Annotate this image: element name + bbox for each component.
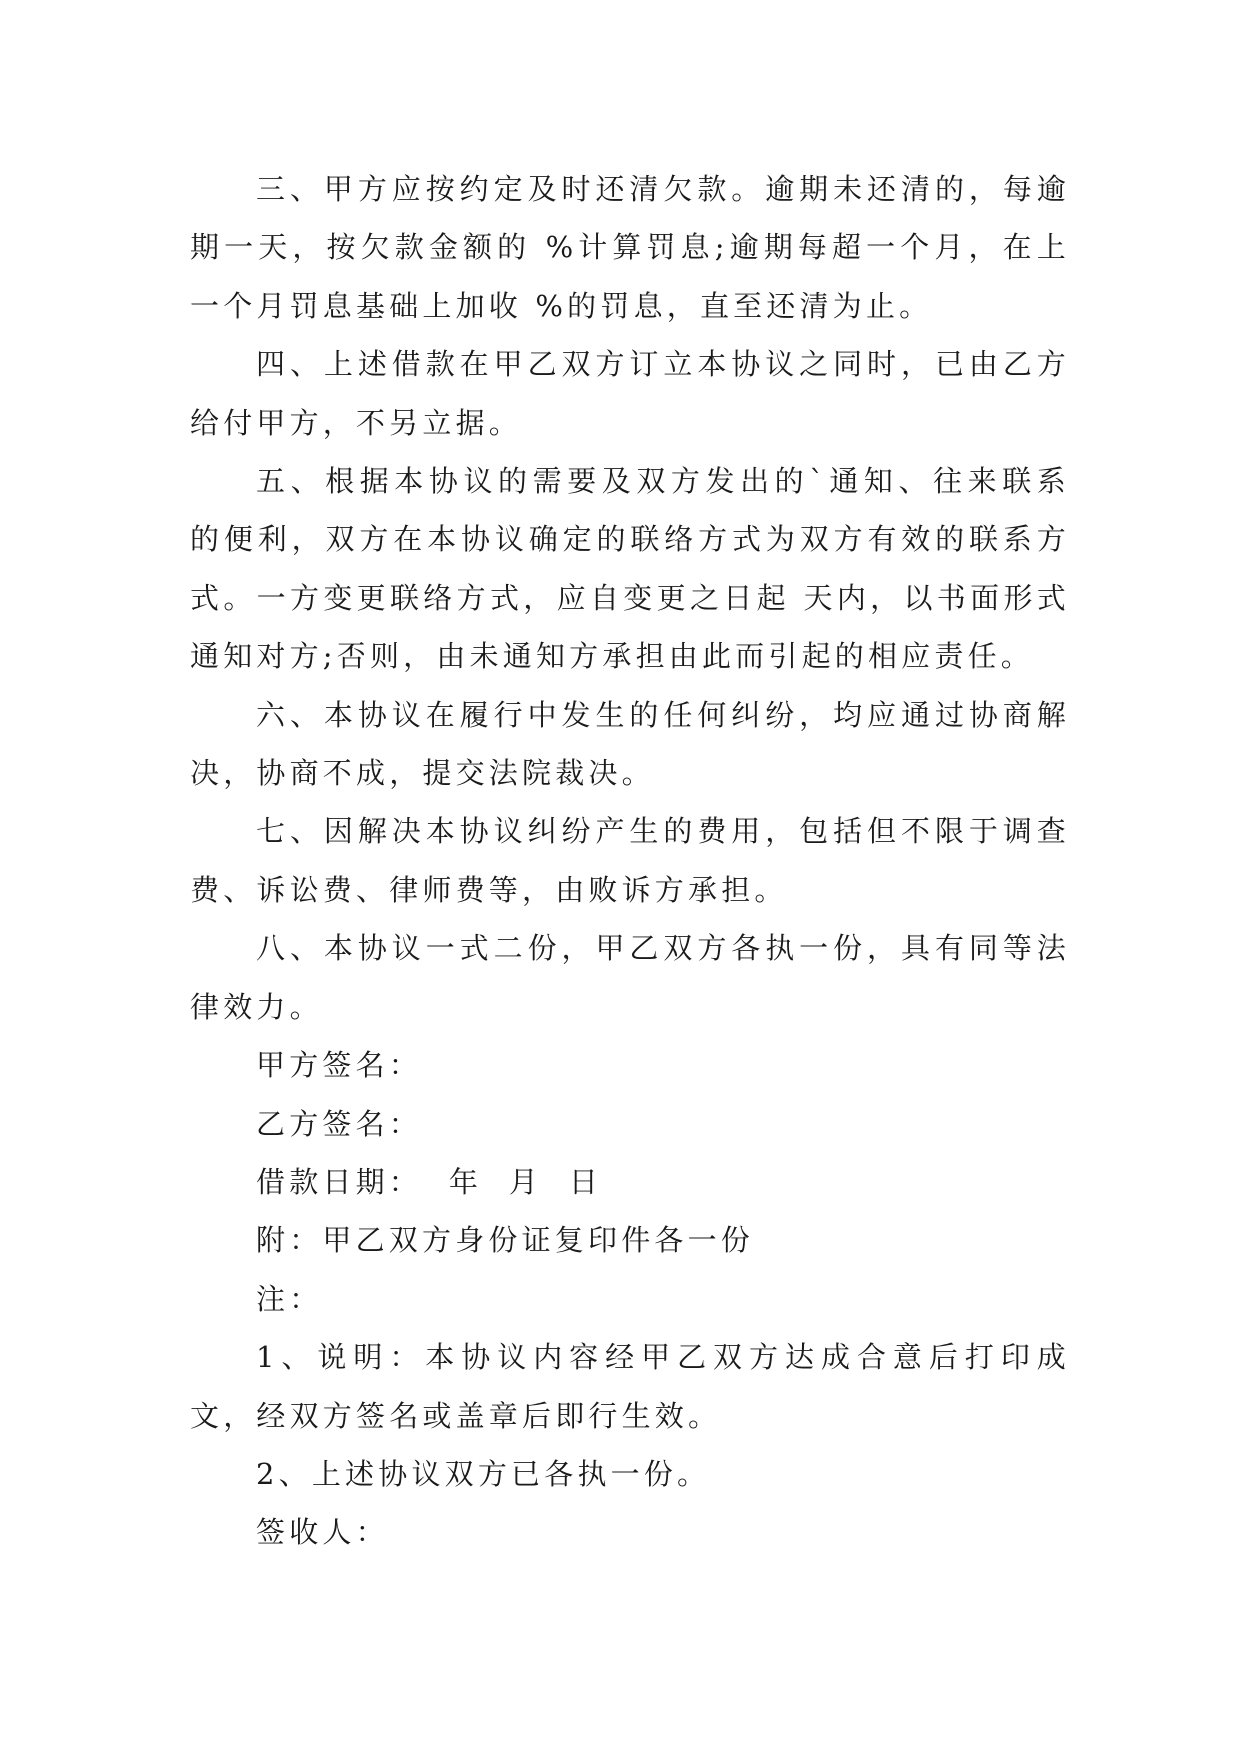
loan-date: 借款日期： 年 月 日 <box>256 1164 603 1199</box>
note-2: 2、上述协议双方已各执一份。 <box>256 1456 711 1491</box>
clause-6-disputes: 六、本协议在履行中发生的任何纠纷，均应通过协商解决，协商不成，提交法院裁决。 <box>190 697 1070 791</box>
note-1: 1、说明：本协议内容经甲乙双方达成合意后打印成文，经双方签名或盖章后即行生效。 <box>190 1340 1070 1433</box>
clause-7-costs: 七、因解决本协议纠纷产生的费用，包括但不限于调查费、诉讼费、律师费等，由败诉方承担。 <box>190 814 1070 907</box>
attachment-note: 附：甲乙双方身份证复印件各一份 <box>256 1223 755 1258</box>
party-a-signature: 甲方签名： <box>256 1048 423 1083</box>
note-heading: 注： <box>256 1281 323 1316</box>
clause-5-contact: 五、根据本协议的需要及双方发出的`通知、往来联系的便利，双方在本协议确定的联络方式为双方有效的联系方式。一方变更联络方式，应自变更之日起 天内，以书面形式通知对方;否则，由未通知方承担由此而引起的相应责任。 <box>190 464 1070 674</box>
receiver-signature: 签收人： <box>256 1515 389 1550</box>
party-b-signature: 乙方签名： <box>256 1106 423 1141</box>
clause-4-payment: 四、上述借款在甲乙双方订立本协议之同时，已由乙方给付甲方，不另立据。 <box>190 347 1070 440</box>
clause-8-copies: 八、本协议一式二份，甲乙双方各执一份，具有同等法律效力。 <box>190 931 1070 1024</box>
document-body <box>190 160 1070 1562</box>
clause-3-penalty: 三、甲方应按约定及时还清欠款。逾期未还清的，每逾期一天，按欠款金额的 %计算罚息;逾期每超一个月，在上一个月罚息基础上加收 %的罚息，直至还清为止。 <box>190 172 1070 323</box>
